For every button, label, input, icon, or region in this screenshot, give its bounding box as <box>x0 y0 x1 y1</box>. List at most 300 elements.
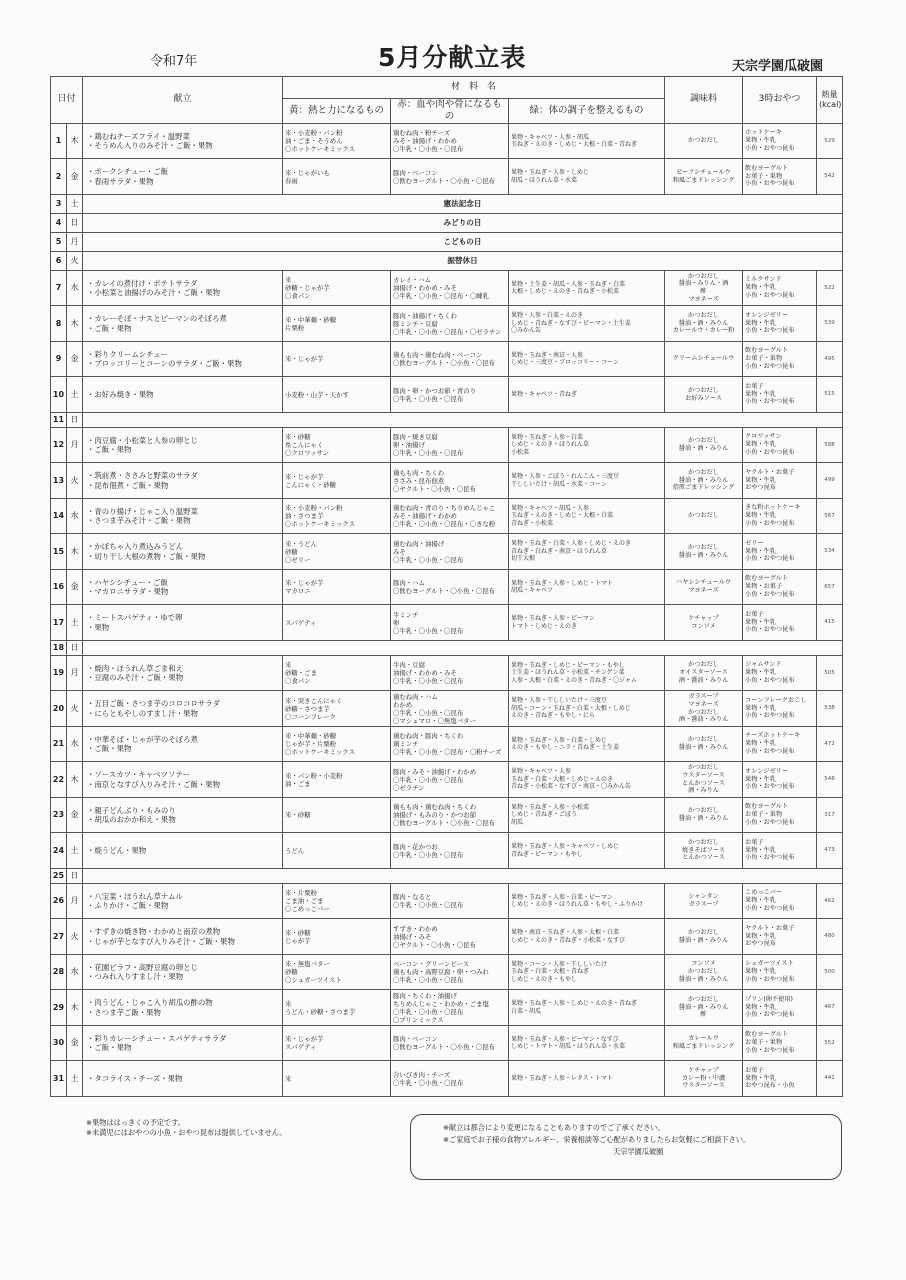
header-ingredients: 材 料 名 <box>283 77 665 99</box>
day-number: 5 <box>51 232 67 251</box>
table-row <box>51 194 843 213</box>
snack-line: お菓子 <box>745 838 764 846</box>
red-ingredients <box>391 655 509 691</box>
snack <box>743 919 817 955</box>
red-ingredients <box>391 883 509 919</box>
page-title: 5月分献立表 <box>378 43 527 72</box>
snack <box>743 569 817 605</box>
yellow-ingredients <box>283 123 391 159</box>
red-ingredients-line: 鶏ミンチ <box>393 740 419 748</box>
green-ingredients-line: 玉ねぎ・えのき・しめじ・大根・白菜 <box>511 512 614 520</box>
menu-dishes-line: ・お好み焼き・果物 <box>87 389 154 399</box>
menu-dishes-line: ・切り干し大根の煮物・ご飯・果物 <box>87 551 206 561</box>
seasoning <box>665 123 743 159</box>
snack-line: 小魚・おやつ昆布 <box>745 1046 795 1054</box>
seasoning-line: 酒・醤油・みりん <box>678 716 729 724</box>
menu-dishes-line: ・肉豆腐・小松菜と人参の卵とじ <box>87 435 198 445</box>
menu-dishes-line: ・昆布佃煮・ご飯・果物 <box>87 480 169 490</box>
red-ingredients-line: 鶏むね肉・豚肉・ちくわ <box>393 732 464 740</box>
menu-dishes <box>83 762 283 798</box>
green-ingredients <box>509 797 665 833</box>
table-row <box>51 990 843 1026</box>
menu-dishes <box>83 341 283 377</box>
table-row <box>51 640 843 655</box>
weekday: 火 <box>67 251 83 270</box>
weekday: 土 <box>67 377 83 413</box>
snack-line: 果物・牛乳 <box>745 1074 776 1082</box>
table-row <box>51 762 843 798</box>
red-ingredients-line: みそ <box>393 547 406 556</box>
menu-dishes-line: ・ポークシチュー・ご飯 <box>87 167 169 177</box>
footnote: ※果物ははっきくの予定です。 <box>86 1118 185 1127</box>
menu-dishes-line: ・筑前煮・ささみと野菜のサラダ <box>87 471 198 481</box>
yellow-ingredients-line: 〇ゼリー <box>285 555 311 564</box>
red-ingredients <box>391 341 509 377</box>
red-ingredients <box>391 954 509 990</box>
yellow-ingredients-line: 米・砂糖 <box>285 433 311 441</box>
green-ingredients-line: 青ねぎ・小松菜・なすび・南京・〇みかん缶 <box>511 783 632 791</box>
table-row <box>51 427 843 463</box>
snack <box>743 341 817 377</box>
kcal-value: 552 <box>817 1025 843 1061</box>
seasoning-line: かつおだし <box>688 708 719 716</box>
seasoning-line: かつおだし <box>688 736 719 744</box>
snack-line: 果物・牛乳 <box>745 284 776 292</box>
red-ingredients <box>391 377 509 413</box>
snack-line: 飲むヨーグルト <box>745 575 789 583</box>
snack <box>743 797 817 833</box>
menu-dishes-line: ・焼肉・ほうれん草ごま和え <box>87 663 184 673</box>
weekday: 月 <box>67 232 83 251</box>
snack <box>743 377 817 413</box>
yellow-ingredients-line: 〇こめっこバー <box>285 905 330 913</box>
green-ingredients-line: 胡瓜 <box>511 818 524 826</box>
kcal-value: 472 <box>817 726 843 762</box>
yellow-ingredients-line: 米 <box>285 661 292 669</box>
green-ingredients-line: 果物・玉ねぎ・人参・キャベツ・しめじ <box>511 843 620 850</box>
green-ingredients-line: トマト・しめじ・えのき <box>511 622 578 630</box>
snack-line: 果物・牛乳 <box>745 319 776 327</box>
seasoning <box>665 691 743 727</box>
table-row <box>51 954 843 990</box>
yellow-ingredients <box>283 883 391 919</box>
snack-line: 小魚・おやつ昆布 <box>745 448 795 456</box>
red-ingredients-line: 〇牛乳・〇小魚・〇昆布 <box>393 775 464 784</box>
table-row <box>51 655 843 691</box>
header-red: 赤：血や肉や骨になるもの <box>391 99 509 124</box>
kcal-value: 588 <box>817 427 843 463</box>
menu-dishes <box>83 306 283 342</box>
menu-dishes-line: ・ソースカツ・キャベツソテー <box>87 770 191 780</box>
snack-line: 飲むヨーグルト <box>745 1031 789 1039</box>
kcal-value: 495 <box>817 341 843 377</box>
green-ingredients <box>509 569 665 605</box>
seasoning <box>665 270 743 306</box>
weekday: 土 <box>67 194 83 213</box>
seasoning-line: コンソメ <box>691 622 716 630</box>
seasoning <box>665 797 743 833</box>
seasoning-line: 醤油・酒・みりん <box>678 815 729 822</box>
seasoning-line: 焼きそばソース <box>682 846 726 854</box>
green-ingredients-line: しめじ・青ねぎ・なすび・ピーマン・土生姜 <box>511 319 631 327</box>
yellow-ingredients-line: 米・中華麺・砂糖 <box>285 315 337 324</box>
green-ingredients <box>509 990 665 1026</box>
seasoning-line: かつおだし <box>688 468 719 476</box>
snack <box>743 990 817 1026</box>
red-ingredients-line: 豚ミンチ・豆腐 <box>393 319 438 328</box>
weekday: 月 <box>67 883 83 919</box>
green-ingredients <box>509 691 665 727</box>
yellow-ingredients-line: 砂糖 <box>285 968 298 976</box>
yellow-ingredients-line: 米・小麦粉・パン粉 <box>285 129 343 137</box>
green-ingredients-line: 玉ねぎ・えのき・しめじ・大根・白菜・青ねぎ <box>511 141 638 148</box>
red-ingredients-line: 〇牛乳・〇小魚・〇昆布 <box>393 449 464 457</box>
snack <box>743 306 817 342</box>
menu-dishes-line: ・タコライス・チーズ・果物 <box>87 1073 183 1083</box>
green-ingredients <box>509 341 665 377</box>
seasoning-line: 醤油・酒・みりん <box>678 1003 729 1011</box>
green-ingredients-line: 胡瓜・コーン・玉ねぎ・白菜・大根・しめじ <box>511 704 631 712</box>
red-ingredients-line: 〇牛乳・〇小魚・〇昆布 <box>393 1007 464 1016</box>
menu-dishes <box>83 919 283 955</box>
weekday: 木 <box>67 990 83 1026</box>
day-number: 7 <box>51 270 67 306</box>
snack-line: 果物・牛乳 <box>745 390 776 398</box>
red-ingredients-line: みそ・油揚げ・わかめ <box>393 137 457 145</box>
green-ingredients <box>509 463 665 499</box>
weekday: 日 <box>67 640 83 655</box>
snack <box>743 726 817 762</box>
yellow-ingredients <box>283 691 391 727</box>
menu-dishes-line: ・青のり揚げ・じゃこ入り温野菜 <box>87 506 198 516</box>
weekday: 土 <box>67 833 83 869</box>
red-ingredients-line: 油揚げ・みそ <box>393 932 432 941</box>
seasoning-line: 醤油・酒・みりん <box>678 551 729 559</box>
seasoning-line: かつおだし <box>688 386 719 394</box>
yellow-ingredients-line: 〇ホットケーキミックス <box>285 748 355 756</box>
yellow-ingredients <box>283 762 391 798</box>
holiday-name: 振替休日 <box>83 251 843 270</box>
seasoning-line: かつおだし <box>688 838 719 846</box>
menu-dishes-line: ・彩りカレーシチュー・スパゲティサラダ <box>87 1033 227 1043</box>
yellow-ingredients-line: 糸こんにゃく <box>285 441 324 449</box>
seasoning-line: かつおだし <box>688 543 719 551</box>
notice-box <box>410 1114 842 1180</box>
yellow-ingredients-line: 米 <box>285 999 292 1008</box>
red-ingredients-line: 鶏もも肉・ちくわ <box>393 468 445 477</box>
snack-line: お菓子 <box>745 382 764 390</box>
snack-line: 小魚・おやつ昆布 <box>745 291 795 299</box>
empty-cell <box>83 412 843 427</box>
menu-dishes-line: ・ご飯・果物 <box>87 323 132 333</box>
seasoning <box>665 306 743 342</box>
snack <box>743 1061 817 1097</box>
seasoning-line: 醤油・酒・みりん <box>678 975 729 983</box>
red-ingredients-line: 〇牛乳・〇小魚・〇昆布 <box>393 394 464 403</box>
snack <box>743 833 817 869</box>
yellow-ingredients <box>283 797 391 833</box>
seasoning-line: ウスターソース <box>682 771 725 779</box>
yellow-ingredients <box>283 427 391 463</box>
menu-dishes <box>83 123 283 159</box>
menu-dishes <box>83 498 283 534</box>
red-ingredients-line: 牛肉・豆腐 <box>393 661 425 669</box>
menu-dishes-line: ・かぼちゃ入り煮込みうどん <box>87 542 184 552</box>
table-row <box>51 377 843 413</box>
snack-line: 果物・牛乳 <box>745 137 776 145</box>
snack-line: 飲むヨーグルト <box>745 347 789 355</box>
yellow-ingredients <box>283 726 391 762</box>
snack-line: 果物・牛乳 <box>745 704 776 712</box>
kcal-value: 467 <box>817 990 843 1026</box>
seasoning-line: 醤油・酒・みりん <box>678 445 729 452</box>
red-ingredients-line: 〇プリンミックス <box>393 1015 444 1024</box>
red-ingredients <box>391 919 509 955</box>
green-ingredients-line: 青ねぎ・白ねぎ・南京・ほうれん草 <box>511 547 608 555</box>
green-ingredients-line: 果物・玉ねぎ・しめじ・ピーマン・もやし <box>511 661 625 669</box>
menu-dishes-line: ・ご飯・果物 <box>87 1043 132 1052</box>
day-number: 13 <box>51 463 67 499</box>
snack-line: オレンジゼリー <box>745 767 789 775</box>
green-ingredients-line: 青ねぎ・ピーマン・もやし <box>511 850 583 858</box>
yellow-ingredients-line: 砂糖 <box>285 547 298 556</box>
green-ingredients-line: 玉ねぎ・白菜・大根・青ねぎ <box>511 968 590 976</box>
red-ingredients-line: 豚肉・なると <box>393 893 432 901</box>
yellow-ingredients <box>283 605 391 641</box>
red-ingredients-line: 〇飲むヨーグルト・〇小魚・〇昆布 <box>393 359 496 367</box>
snack-line: 小魚・おやつ昆布 <box>745 747 795 755</box>
seasoning <box>665 833 743 869</box>
weekday: 金 <box>67 797 83 833</box>
menu-dishes-line: ・果物 <box>87 622 110 632</box>
snack <box>743 1025 817 1061</box>
snack <box>743 159 817 195</box>
menu-dishes-line: ・中華そば・じゃが芋のそぼろ煮 <box>87 734 198 744</box>
kcal-value: 499 <box>817 463 843 499</box>
yellow-ingredients <box>283 569 391 605</box>
weekday: 水 <box>67 726 83 762</box>
snack-line: きな粉ホットケーキ <box>745 504 801 512</box>
snack-line: おやつ昆布 <box>745 940 776 948</box>
menu-dishes <box>83 569 283 605</box>
notice-line: ※献立は都合により変更になることもありますのでご了承ください。 <box>443 1123 665 1132</box>
red-ingredients-line: 卵 <box>393 618 400 627</box>
menu-dishes-line: ・五目ご飯・さつま芋のコロコロサラダ <box>87 699 220 709</box>
green-ingredients-line: 果物・玉ねぎ・人参・白菜 <box>511 433 584 441</box>
yellow-ingredients-line: 米・砂糖 <box>285 928 311 937</box>
header-yellow: 黄：熱と力になるもの <box>283 99 391 124</box>
yellow-ingredients-line: 米・小麦粉・パン粉 <box>285 504 343 512</box>
red-ingredients-line: 〇牛乳・〇小魚・〇昆布・〇ゼラチン <box>393 327 502 336</box>
seasoning-line: 酒・みりん <box>688 787 719 795</box>
seasoning-line: かつおだし <box>688 272 719 280</box>
green-ingredients-line: 果物・玉ねぎ・白菜・人参・しめじ・えのき <box>511 540 632 548</box>
snack-line: 飲むヨーグルト <box>745 803 789 811</box>
red-ingredients-line: 鶏むね肉・ハム <box>393 692 438 701</box>
menu-dishes-line: ・春雨サラダ・果物 <box>87 176 154 186</box>
yellow-ingredients <box>283 498 391 534</box>
weekday: 金 <box>67 1025 83 1061</box>
red-ingredients-line: 鶏もも肉・高野豆腐・卵・つみれ <box>393 968 489 976</box>
green-ingredients <box>509 270 665 306</box>
day-number: 12 <box>51 427 67 463</box>
yellow-ingredients <box>283 919 391 955</box>
menu-dishes <box>83 990 283 1026</box>
kcal-value: 529 <box>817 123 843 159</box>
red-ingredients-line: 〇飲むヨーグルト・〇小魚・〇昆布 <box>393 1043 496 1051</box>
red-ingredients-line: 鶏もも肉・鶏むね肉・ベーコン <box>393 351 483 359</box>
snack-line: ミルクサンド <box>745 276 782 284</box>
table-row <box>51 534 843 570</box>
table-row <box>51 1025 843 1061</box>
snack-line: 果物・牛乳 <box>745 476 776 484</box>
red-ingredients-line: 〇牛乳・〇小魚・〇昆布 <box>393 555 464 564</box>
yellow-ingredients <box>283 1061 391 1097</box>
snack-line: 小魚・おやつ昆布 <box>745 676 795 684</box>
green-ingredients-line: 果物・玉ねぎ・人参・小松菜 <box>511 803 590 811</box>
seasoning-line: ガラスープ <box>688 901 719 908</box>
red-ingredients-line: ベーコン・グリーンピース <box>393 960 469 968</box>
snack-line: 果物・牛乳 <box>745 897 776 905</box>
red-ingredients-line: 〇牛乳・〇小魚・〇昆布 <box>393 708 464 717</box>
day-number: 9 <box>51 341 67 377</box>
snack-line: おやつ昆布 <box>745 484 776 492</box>
green-ingredients <box>509 534 665 570</box>
red-ingredients <box>391 569 509 605</box>
yellow-ingredients-line: 米・うどん <box>285 539 317 548</box>
kcal-value: 522 <box>817 270 843 306</box>
green-ingredients-line: しめじ・トマト・胡瓜・ほうれん草・水菜 <box>511 1043 626 1050</box>
yellow-ingredients-line: 〇クロワッサン <box>285 449 330 457</box>
red-ingredients-line: 〇飲むヨーグルト・〇小魚・〇昆布 <box>393 176 496 185</box>
day-number: 2 <box>51 159 67 195</box>
snack-line: お菓子・果物 <box>745 355 783 363</box>
footnote: ※未満児にはおやつの小魚・おやつ昆布は提供していません。 <box>86 1128 287 1138</box>
yellow-ingredients-line: うどん <box>285 846 305 855</box>
yellow-ingredients-line: 油・さつま芋 <box>285 512 324 520</box>
red-ingredients <box>391 427 509 463</box>
weekday: 日 <box>67 213 83 232</box>
weekday: 日 <box>67 868 83 883</box>
table-row <box>51 270 843 306</box>
yellow-ingredients-line: 米・じゃが芋 <box>285 1035 324 1043</box>
snack-line: 小魚・おやつ昆布 <box>745 519 795 527</box>
red-ingredients-line: 〇飲むヨーグルト・〇小魚・〇昆布 <box>393 819 496 827</box>
empty-cell <box>83 868 843 883</box>
seasoning <box>665 990 743 1026</box>
red-ingredients <box>391 797 509 833</box>
red-ingredients-line: 豚肉・卵・かつお節・青のり <box>393 386 477 395</box>
kcal-value: 548 <box>817 762 843 798</box>
seasoning-line: ケチャップ <box>688 614 719 622</box>
weekday: 木 <box>67 123 83 159</box>
green-ingredients-line: 果物・キャベツ・胡瓜・人参 <box>511 504 590 512</box>
footnotes <box>86 1118 287 1139</box>
seasoning-line: ケチャップ <box>688 1066 719 1074</box>
menu-table-body <box>51 123 843 1096</box>
kcal-value: 480 <box>817 919 843 955</box>
snack-line: 飲むヨーグルト <box>745 164 789 172</box>
snack-line: お菓子 <box>745 1066 764 1074</box>
yellow-ingredients <box>283 833 391 869</box>
green-ingredients-line: 果物・キャベツ・青ねぎ <box>511 390 578 398</box>
day-number: 19 <box>51 655 67 691</box>
header-seasoning: 調味料 <box>665 77 743 124</box>
snack-line: お菓子・果物 <box>745 811 783 819</box>
yellow-ingredients-line: 片栗粉 <box>285 323 305 332</box>
red-ingredients-line: ささみ・昆布佃煮 <box>393 476 445 485</box>
seasoning-line: 和風ごまドレッシング <box>672 176 735 184</box>
snack-line: こめっこバー <box>745 889 783 897</box>
seasoning-line: マヨネーズ <box>688 295 719 303</box>
menu-dishes-line: ・じゃが芋となすび入りみそ汁・ご飯・果物 <box>87 936 235 946</box>
yellow-ingredients-line: 米・無塩バター <box>285 960 330 968</box>
snack <box>743 954 817 990</box>
weekday: 土 <box>67 605 83 641</box>
green-ingredients-line: 切干大根 <box>511 555 536 563</box>
snack <box>743 463 817 499</box>
red-ingredients-line: 豚肉・ちくわ・油揚げ <box>393 991 457 1000</box>
menu-dishes <box>83 883 283 919</box>
seasoning <box>665 427 743 463</box>
yellow-ingredients <box>283 159 391 195</box>
yellow-ingredients <box>283 990 391 1026</box>
green-ingredients <box>509 883 665 919</box>
yellow-ingredients-line: 米 <box>285 1074 292 1083</box>
seasoning-line: 醤油・酒・みりん <box>678 936 729 944</box>
table-row <box>51 691 843 727</box>
green-ingredients-line: しめじ・三度豆・ブロッコリー・コーン <box>511 359 619 366</box>
menu-dishes-line: ・つみれ入りすまし汁・果物 <box>87 972 184 981</box>
red-ingredients-line: 〇飲むヨーグルト・〇小魚・〇昆布 <box>393 587 496 595</box>
yellow-ingredients-line: 春雨 <box>285 176 298 185</box>
yellow-ingredients <box>283 306 391 342</box>
yellow-ingredients-line: 米・じゃが芋 <box>285 579 324 587</box>
red-ingredients-line: 牛ミンチ <box>393 610 419 619</box>
holiday-name: こどもの日 <box>83 232 843 251</box>
green-ingredients-line: 果物・玉ねぎ・南京・人参 <box>511 351 584 359</box>
snack-line: 果物・牛乳 <box>745 1003 776 1011</box>
menu-dishes <box>83 534 283 570</box>
menu-dishes-line: ・さつま芋みそ汁・ご飯・果物 <box>87 516 191 525</box>
seasoning <box>665 655 743 691</box>
yellow-ingredients-line: 砂糖・ごま <box>285 669 317 677</box>
green-ingredients-line: 果物・玉ねぎ・人参・レタス・トマト <box>511 1074 613 1082</box>
seasoning-line: カレールウ・カレー粉 <box>672 327 735 335</box>
weekday: 木 <box>67 306 83 342</box>
green-ingredients <box>509 123 665 159</box>
menu-dishes-line: ・マカロニサラダ・果物 <box>87 587 169 596</box>
green-ingredients <box>509 306 665 342</box>
green-ingredients-line: しめじ・えのき・もやし <box>511 975 578 983</box>
menu-dishes-line: ・豆腐のみそ汁・ご飯・果物 <box>87 673 184 682</box>
menu-dishes-line: ・肉うどん・じゃこ入り胡瓜の酢の物 <box>87 998 213 1008</box>
weekday: 木 <box>67 534 83 570</box>
kcal-value: 657 <box>817 569 843 605</box>
red-ingredients-line: 〇ゼラチン <box>393 783 425 792</box>
day-number: 30 <box>51 1025 67 1061</box>
yellow-ingredients-line: ごま油・ごま <box>285 897 324 905</box>
red-ingredients-line: 〇マシュマロ・〇無塩バター <box>393 716 476 725</box>
green-ingredients <box>509 655 665 691</box>
table-row <box>51 213 843 232</box>
snack-line: ヤクルト・お菓子 <box>745 924 795 932</box>
menu-dishes-line: ・南京となすび入りみそ汁・ご飯・果物 <box>87 779 221 789</box>
kcal-value: 542 <box>817 159 843 195</box>
red-ingredients-line: 合いびき肉・チーズ <box>393 1070 451 1079</box>
seasoning-line: マヨネーズ <box>688 587 719 594</box>
yellow-ingredients-line: 米・じゃが芋 <box>285 472 324 481</box>
